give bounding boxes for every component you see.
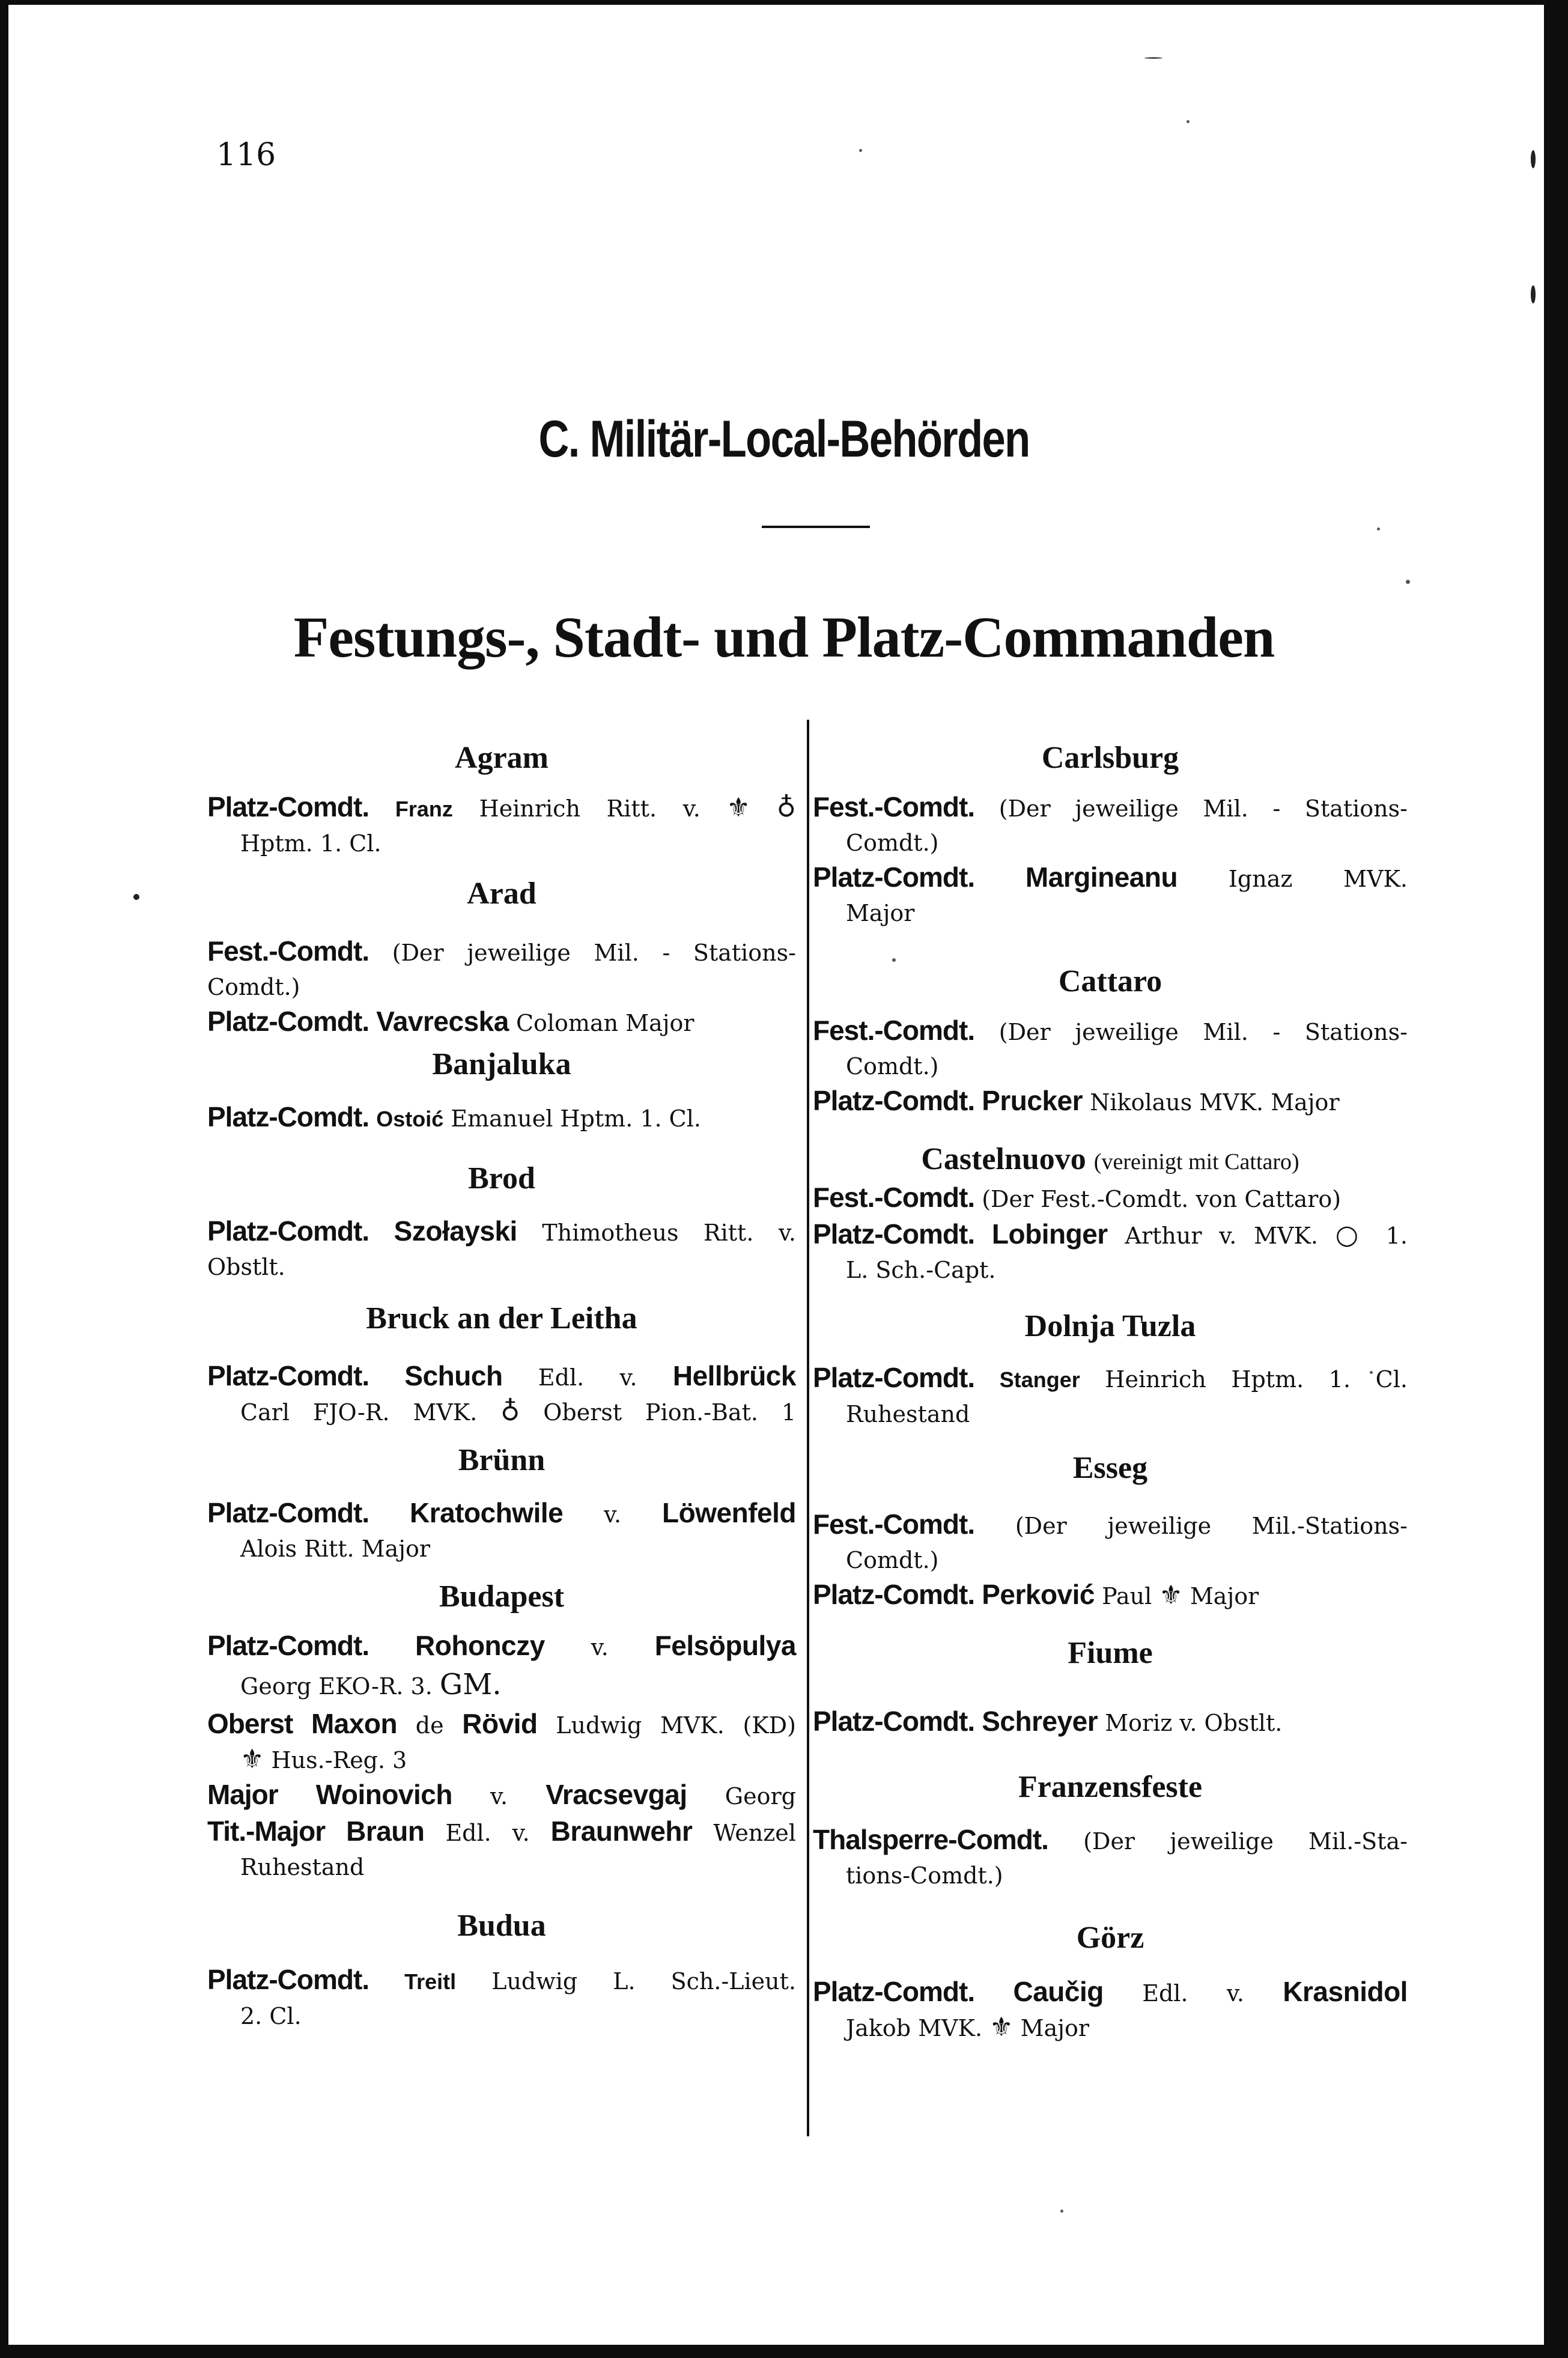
person-name: Rohonczy [415, 1630, 545, 1661]
column-divider [807, 720, 809, 2136]
page-number: 116 [216, 137, 276, 173]
person-name: Schreyer [982, 1706, 1098, 1737]
main-title: C. Militär-Local-Behörden [538, 410, 1030, 468]
city-heading-carlsburg: Carlsburg [1041, 741, 1179, 775]
person-name: Caučig [1013, 1976, 1104, 2007]
detail: Ludwig MVK. (KD) [556, 1712, 796, 1739]
scan-speck [859, 149, 862, 152]
person-name: Kratochwile [409, 1497, 564, 1528]
detail-cont: 2. Cl. [240, 2003, 302, 2029]
order-cross-icon: ⚜ [989, 2012, 1013, 2043]
scan-speck [1187, 120, 1190, 123]
role: Fest.-Comdt. [813, 1509, 975, 1540]
entry-budapest-platz [207, 1628, 796, 1706]
detail: Major [1190, 1583, 1259, 1609]
role: Platz-Comdt. [813, 1579, 975, 1610]
entry-brod-platz [207, 1214, 796, 1284]
entry-budapest-tit-major [207, 1814, 796, 1884]
detail-cont: Hptm. 1. Cl. [240, 830, 381, 857]
detail: Oberst Pion.-Bat. 1 [543, 1399, 796, 1426]
order-cross-icon: ⚜ [240, 1744, 264, 1775]
detail: Major [1020, 2015, 1090, 2041]
detail: Ignaz MVK. [1228, 866, 1408, 892]
order-cross-icon: ⚜ [726, 792, 750, 823]
role: Platz-Comdt. [813, 1362, 975, 1393]
person-name: Woinovich [315, 1779, 452, 1810]
detail: Coloman Major [515, 1010, 694, 1036]
entry-cattaro-fest [813, 1013, 1408, 1083]
detail: Nikolaus MVK. Major [1090, 1089, 1340, 1116]
detail: (Der Fest.-Comdt. von Cattaro) [982, 1186, 1342, 1212]
detail: (Der jeweilige Mil. - Stations- [998, 1019, 1408, 1045]
person-name: Prucker [982, 1085, 1083, 1116]
entry-arad-fest [207, 934, 796, 1004]
role: Thalsperre-Comdt. [813, 1824, 1048, 1855]
city-heading-franzensfeste: Franzensfeste [1018, 1770, 1203, 1804]
person-name: Szołayski [394, 1215, 517, 1247]
detail-cont: L. Sch.-Capt. [846, 1257, 996, 1283]
scan-border-bottom [0, 2345, 1568, 2358]
person-name: Margineanu [1025, 861, 1178, 893]
detail: (Der jeweilige Mil. - Stations- [392, 940, 796, 966]
role: Platz-Comdt. [813, 861, 975, 893]
detail: Arthur v. MVK. [1125, 1223, 1318, 1249]
person-name: Lobinger [991, 1218, 1108, 1250]
entry-budua-platz [207, 1962, 796, 2033]
entry-agram-platz [207, 789, 796, 860]
detail: Hus.-Reg. 3 [271, 1747, 407, 1773]
city-heading-agram: Agram [455, 741, 548, 775]
role: Platz-Comdt. [207, 1006, 369, 1037]
person-name: Braun [346, 1816, 425, 1847]
detail-cont: Alois Ritt. Major [240, 1536, 431, 1562]
city-heading-banjaluka: Banjaluka [432, 1047, 571, 1081]
entry-castelnuovo-fest [813, 1180, 1408, 1217]
city-heading-goerz: Görz [1076, 1921, 1144, 1955]
right-column [813, 709, 1408, 2045]
detail-cont: tions-Comdt.) [846, 1862, 1003, 1889]
role: Platz-Comdt. [813, 1085, 975, 1116]
role: Platz-Comdt. [813, 1218, 975, 1250]
scan-border-left [0, 0, 8, 2358]
entry-dolnja-tuzla-platz [813, 1360, 1408, 1431]
detail: v. [591, 1634, 609, 1661]
detail: Edl. v. [445, 1820, 530, 1846]
scan-speck [1144, 57, 1162, 59]
detail-cont: Ruhestand [240, 1854, 365, 1880]
person-name-second: Krasnidol [1283, 1976, 1408, 2007]
city-heading-cattaro: Cattaro [1058, 964, 1162, 998]
detail: Emanuel Hptm. 1. Cl. [451, 1105, 701, 1132]
detail: v. [604, 1501, 622, 1528]
entry-goerz-platz [813, 1974, 1408, 2045]
role: Major [207, 1779, 278, 1810]
entry-arad-platz [207, 1004, 796, 1041]
person-name: Perković [982, 1579, 1095, 1610]
detail: Edl. v. [1142, 1980, 1244, 2007]
detail: 1. [1385, 1223, 1408, 1249]
person-name: Maxon [311, 1708, 398, 1739]
city-heading-budapest: Budapest [439, 1579, 565, 1614]
detail: Heinrich Hptm. 1. Cl. [1105, 1366, 1408, 1393]
detail: Thimotheus Ritt. v. [542, 1220, 796, 1246]
city-heading-castelnuovo [813, 1141, 1408, 1180]
entry-franzensfeste-thalsperre [813, 1822, 1408, 1892]
role: Oberst [207, 1708, 293, 1739]
city-heading-bruenn: Brünn [458, 1443, 545, 1477]
detail-cont [207, 1395, 796, 1429]
detail-cont: Comdt.) [207, 974, 300, 1000]
detail: v. [490, 1783, 508, 1810]
detail-cont: Comdt.) [846, 830, 939, 856]
role: Platz-Comdt. [207, 791, 369, 822]
person-name: Treitl [404, 1969, 457, 1994]
detail-cont [207, 1665, 796, 1706]
entry-bruenn-platz [207, 1495, 796, 1566]
detail: (Der jeweilige Mil. - Stations- [998, 795, 1408, 822]
city-heading-brod: Brod [468, 1161, 535, 1196]
role: Fest.-Comdt. [207, 935, 369, 967]
detail: Moriz v. Obstlt. [1105, 1710, 1283, 1736]
city-name: Castelnuovo [921, 1142, 1086, 1176]
person-name-second: Vracsevgaj [545, 1779, 687, 1810]
entry-esseg-fest [813, 1507, 1408, 1577]
medal-icon: ♁ [500, 1396, 520, 1427]
detail: Ludwig L. Sch.-Lieut. [491, 1968, 796, 1995]
city-heading-fiume: Fiume [1068, 1636, 1153, 1670]
scan-border-top [0, 0, 1568, 5]
detail-cont [813, 2011, 1408, 2045]
detail: de [415, 1712, 444, 1739]
detail: (Der jeweilige Mil.-Sta- [1083, 1828, 1408, 1855]
entry-budapest-oberst [207, 1706, 796, 1777]
entry-fiume-platz [813, 1704, 1408, 1740]
entry-bruck-platz [207, 1358, 796, 1429]
entry-castelnuovo-platz [813, 1217, 1408, 1287]
entry-cattaro-platz [813, 1083, 1408, 1120]
role: Fest.-Comdt. [813, 1182, 975, 1213]
person-name: Ostoić [376, 1107, 444, 1131]
scan-speck [1406, 580, 1410, 584]
role: Platz-Comdt. [207, 1630, 369, 1661]
role: Fest.-Comdt. [813, 1015, 975, 1046]
person-name-second: Rövid [462, 1708, 538, 1739]
city-heading-esseg: Esseg [1072, 1451, 1148, 1485]
person-name: Franz [395, 797, 453, 821]
city-heading-budua: Budua [457, 1909, 546, 1943]
city-heading-arad: Arad [467, 877, 536, 911]
detail: Heinrich Ritt. v. [479, 795, 700, 822]
role: Platz-Comdt. [207, 1101, 369, 1132]
person-name: Stanger [999, 1367, 1080, 1392]
detail-cont [207, 1743, 796, 1777]
city-heading-bruck: Bruck an der Leitha [366, 1301, 637, 1335]
left-column [207, 709, 796, 2033]
detail-cont: Comdt.) [846, 1053, 939, 1080]
title-rule [762, 526, 870, 528]
ring-icon: ○ [1335, 1220, 1369, 1250]
order-cross-icon: ⚜ [1159, 1580, 1183, 1611]
detail: Jakob MVK. [846, 2015, 983, 2041]
role: Platz-Comdt. [207, 1964, 369, 1995]
detail: (Der jeweilige Mil.-Stations- [1015, 1513, 1408, 1539]
entry-esseg-platz [813, 1577, 1408, 1614]
person-name-second: Löwenfeld [662, 1497, 796, 1528]
detail: Georg [725, 1783, 796, 1810]
scan-speck [1531, 285, 1536, 303]
role: Fest.-Comdt. [813, 791, 975, 822]
detail: Paul [1102, 1583, 1152, 1609]
detail-cont: Obstlt. [207, 1254, 285, 1280]
scan-speck [133, 894, 139, 900]
city-heading-dolnja-tuzla: Dolnja Tuzla [1024, 1309, 1196, 1343]
detail-cont: Comdt.) [846, 1547, 939, 1573]
role: Platz-Comdt. [813, 1976, 975, 2007]
detail-cont: Ruhestand [846, 1401, 970, 1427]
medal-icon: ♁ [776, 792, 796, 823]
person-name: Vavrecska [376, 1006, 509, 1037]
detail: Georg EKO-R. 3. [240, 1673, 433, 1700]
person-name-second: Hellbrück [672, 1360, 796, 1391]
entry-banjaluka-platz [207, 1099, 796, 1137]
detail-cont: Major [846, 900, 915, 926]
role: Platz-Comdt. [207, 1497, 369, 1528]
scan-speck [1531, 150, 1536, 168]
detail: Wenzel [713, 1820, 796, 1846]
scan-border-right [1544, 0, 1568, 2358]
city-note: (vereinigt mit Cattaro) [1093, 1149, 1299, 1174]
detail: Edl. v. [538, 1364, 637, 1391]
role: Platz-Comdt. [813, 1706, 975, 1737]
role: Platz-Comdt. [207, 1360, 369, 1391]
role: Platz-Comdt. [207, 1215, 369, 1247]
person-name-second: Felsöpulya [654, 1630, 796, 1661]
scan-speck [1060, 2210, 1063, 2213]
entry-carlsburg-platz [813, 860, 1408, 930]
section-title: Festungs-, Stadt- und Platz-Commanden [293, 605, 1275, 669]
person-name: Schuch [404, 1360, 503, 1391]
detail: Carl FJO-R. MVK. [240, 1399, 478, 1426]
rank: GM. [439, 1668, 502, 1701]
entry-budapest-major [207, 1777, 796, 1814]
person-name-second: Braunwehr [550, 1816, 693, 1847]
scan-speck [1377, 527, 1380, 530]
entry-carlsburg-fest [813, 789, 1408, 860]
role: Tit.-Major [207, 1816, 326, 1847]
